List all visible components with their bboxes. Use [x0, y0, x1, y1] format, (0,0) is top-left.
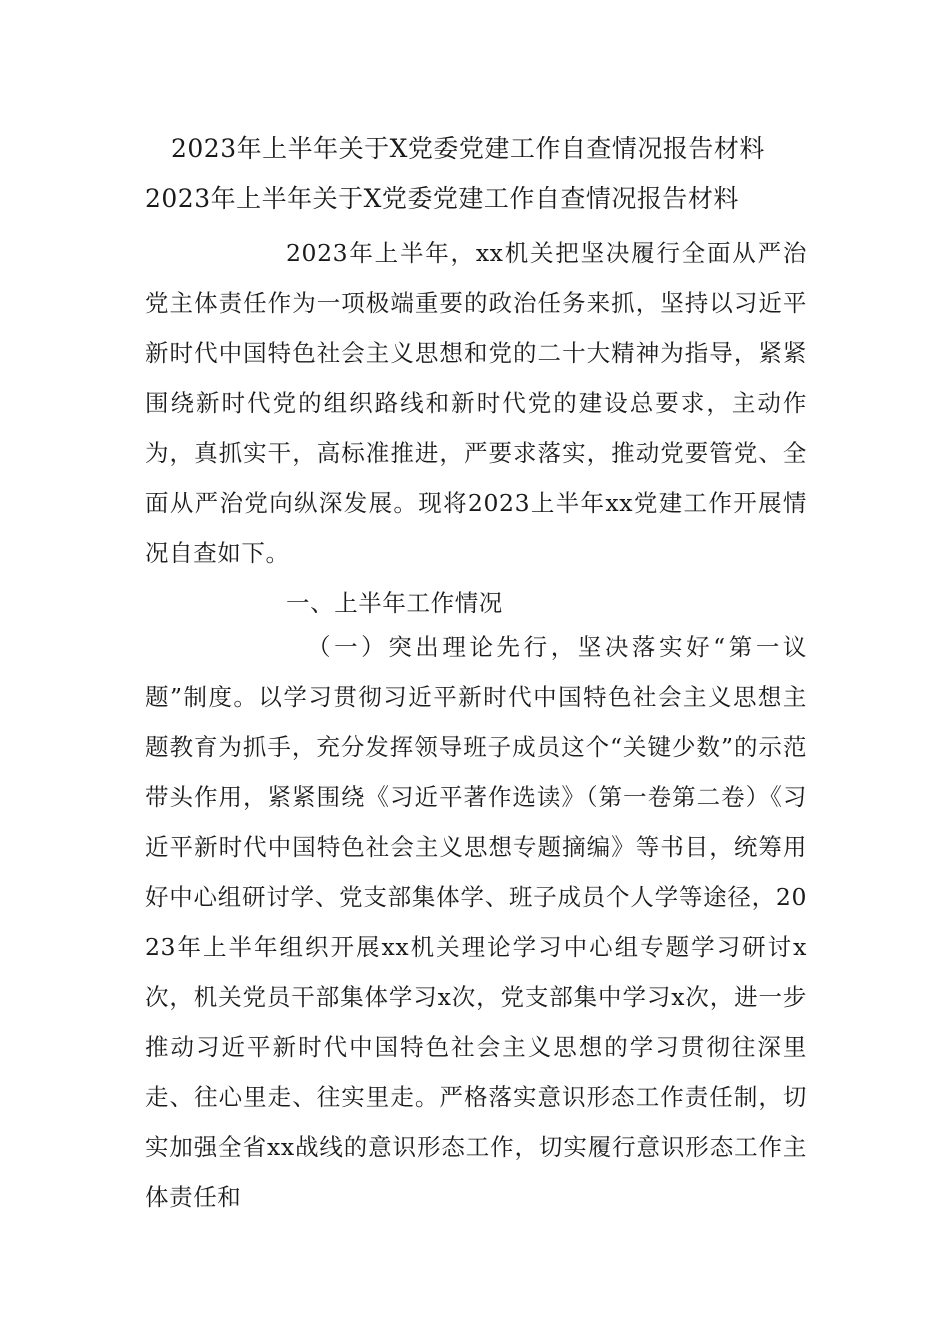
document-title: 2023年上半年关于X党委党建工作自查情况报告材料 — [171, 134, 765, 163]
document-title-repeat: 2023年上半年关于X党委党建工作自查情况报告材料 — [145, 184, 739, 213]
section-heading: 一、上半年工作情况 — [286, 589, 503, 617]
intro-paragraph: 2023年上半年，xx机关把坚决履行全面从严治党主体责任作为一项极端重要的政治任务来抓，坚持以习近平新时代中国特色社会主义思想和党的二十大精神为指导，紧紧围绕新时代党的组织路线和新时代党的建设总要求，主动作为，真抓实干，高标准推进，严要求落实，推动党要管党、全面从严治党向纵深发展。现将2023上半年xx党建工作开展情况自查如下。 — [145, 239, 807, 567]
subsection-paragraph: （一）突出理论先行，坚决落实好“第一议题”制度。以学习贯彻习近平新时代中国特色社会主义思想主题教育为抓手，充分发挥领导班子成员这个“关键少数”的示范带头作用，紧紧围绕《习近平著作选读》（第一卷第二卷）《习近平新时代中国特色社会主义思想专题摘编》等书目，统筹用好中心组研讨学、党支部集体学、班子成员个人学等途径，2023年上半年组织开展xx机关理论学习中心组专题学习研讨x次，机关党员干部集体学习x次，党支部集中学习x次，进一步推动习近平新时代中国特色社会主义思想的学习贯彻往深里走、往心里走、往实里走。严格落实意识形态工作责任制，切实加强全省xx战线的意识形态工作，切实履行意识形态工作主体责任和 — [145, 633, 807, 1211]
